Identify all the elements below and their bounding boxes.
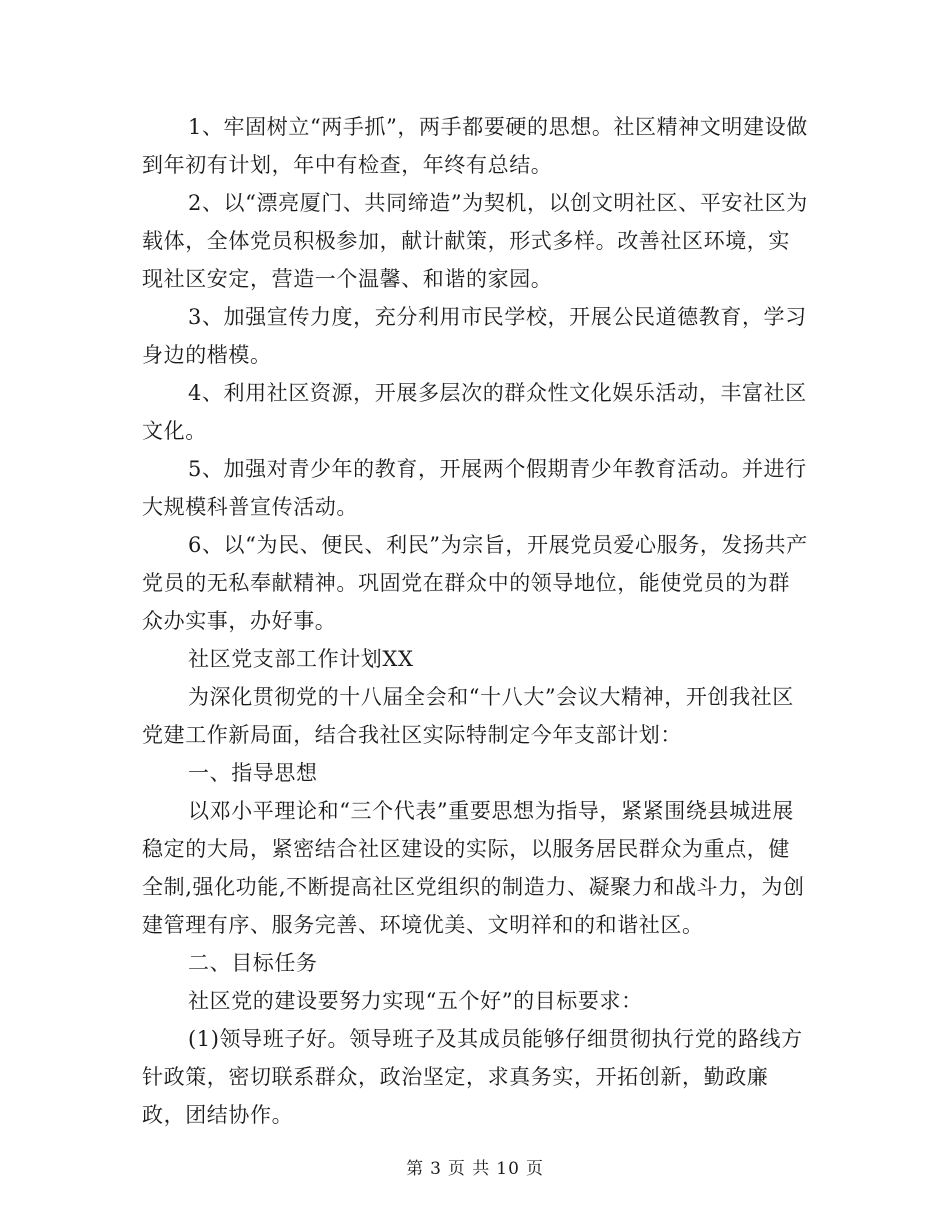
- goals-intro-paragraph: 社区党的建设要努力实现“五个好”的目标要求：: [188, 989, 643, 1013]
- footer-prefix: 第: [406, 1159, 425, 1179]
- guiding-thought-paragraph: 以邓小平理论和“三个代表”重要思想为指导，紧紧围绕县城进展稳定的大局，紧密结合社区建设的实际，以服务居民群众为重点，健全制,强化功能,不断提高社区党组织的制造力、凝聚力和战斗力，为创建管理有序、服务完善、环境优美、文明祥和的和谐社区。: [142, 799, 805, 937]
- footer-suffix: 页: [525, 1159, 544, 1179]
- paragraph-item-6: 6、以“为民、便民、利民”为宗旨，开展党员爱心服务，发扬共产党员的无私奉献精神。巩固党在群众中的领导地位，能使党员的为群众办实事，办好事。: [142, 533, 808, 633]
- paragraph-item-4: 4、利用社区资源，开展多层次的群众性文化娱乐活动，丰富社区文化。: [142, 381, 807, 443]
- heading-goals-tasks: 二、目标任务: [188, 951, 318, 975]
- goal-item-1: (1)领导班子好。领导班子及其成员能够仔细贯彻执行党的路线方针政策，密切联系群众，政治坚定，求真务实，开拓创新，勤政廉政，团结协作。: [142, 1027, 803, 1127]
- intro-paragraph: 为深化贯彻党的十八届全会和“十八大”会议大精神，开创我社区党建工作新局面，结合我社区实际特制定今年支部计划：: [142, 685, 794, 747]
- heading-guiding-thought: 一、指导思想: [188, 761, 318, 785]
- paragraph-item-5: 5、加强对青少年的教育，开展两个假期青少年教育活动。并进行大规模科普宣传活动。: [142, 457, 807, 519]
- footer-total-pages: 10: [496, 1159, 520, 1179]
- page-footer: [0, 1154, 950, 1179]
- paragraph-item-3: 3、加强宣传力度，充分利用市民学校，开展公民道德教育，学习身边的楷模。: [142, 305, 807, 367]
- footer-page-number: 3: [430, 1159, 442, 1179]
- footer-middle: 页 共: [447, 1159, 491, 1179]
- paragraph-item-2: 2、以“漂亮厦门、共同缔造”为契机，以创文明社区、平安社区为载体，全体党员积极参加，献计献策，形式多样。改善社区环境，实现社区安定，营造一个温馨、和谐的家园。: [142, 191, 808, 291]
- section-title: 社区党支部工作计划XX: [188, 647, 414, 671]
- paragraph-item-1: 1、牢固树立“两手抓”，两手都要硬的思想。社区精神文明建设做到年初有计划，年中有检查，年终有总结。: [142, 115, 808, 177]
- document-body: [142, 108, 808, 1134]
